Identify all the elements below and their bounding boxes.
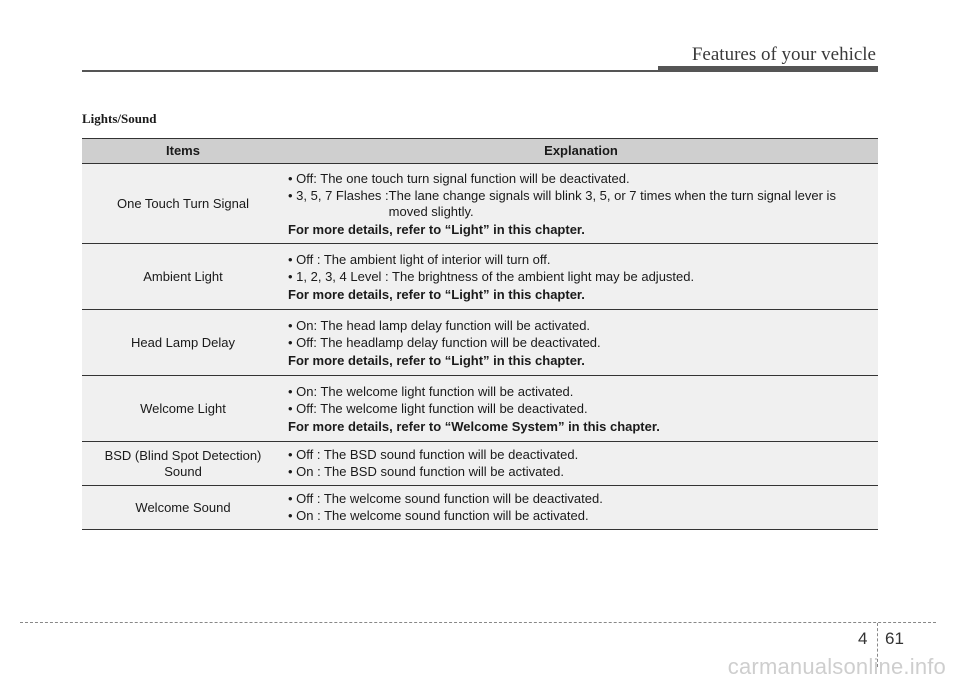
settings-table — [82, 138, 878, 530]
table-row — [82, 244, 878, 310]
table-row — [82, 442, 878, 486]
item-explanation — [284, 244, 878, 310]
item-explanation — [284, 310, 878, 376]
item-name — [82, 442, 284, 486]
option-line: • Off : The welcome sound function will be deactivated. — [288, 491, 603, 506]
item-name: Ambient Light — [82, 244, 284, 310]
item-name-line: Sound — [164, 463, 202, 479]
item-explanation — [284, 164, 878, 244]
item-explanation — [284, 376, 878, 442]
option-line: • Off: The welcome light function will be deactivated. — [288, 400, 588, 416]
footer-divider — [20, 622, 936, 623]
option-label: • 3, 5, 7 Flashes : — [288, 187, 389, 203]
reference-note: For more details, refer to “Light” in this chapter. — [288, 286, 585, 302]
item-explanation — [284, 442, 878, 486]
item-name: One Touch Turn Signal — [82, 164, 284, 244]
item-name: Welcome Sound — [82, 486, 284, 530]
column-header-items: Items — [82, 139, 284, 164]
option-line: • Off: The headlamp delay function will be deactivated. — [288, 334, 601, 350]
option-line: • On : The welcome sound function will be activated. — [288, 508, 589, 523]
table-row — [82, 376, 878, 442]
option-line: • Off : The BSD sound function will be deactivated. — [288, 447, 579, 462]
table-row — [82, 486, 878, 530]
column-header-explanation: Explanation — [284, 139, 878, 164]
option-line: • On: The welcome light function will be activated. — [288, 383, 574, 399]
item-name: Head Lamp Delay — [82, 310, 284, 376]
reference-note: For more details, refer to “Light” in this chapter. — [288, 221, 585, 237]
option-line: • Off: The one touch turn signal function will be deactivated. — [288, 170, 630, 186]
section-title: Lights/Sound — [82, 111, 157, 126]
option-line: • 1, 2, 3, 4 Level : The brightness of the ambient light may be adjusted. — [288, 268, 695, 284]
watermark-logo: carmanualsonline.info — [727, 654, 946, 679]
table-row — [82, 164, 878, 244]
option-text: The lane change signals will blink 3, 5, or 7 times when the turn signal lever is moved slightly. — [388, 187, 836, 219]
table-header-row — [82, 139, 878, 164]
reference-note: For more details, refer to “Light” in this chapter. — [288, 352, 585, 368]
option-line: • On : The BSD sound function will be activated. — [288, 464, 565, 479]
option-line — [288, 188, 874, 220]
item-name: Welcome Light — [82, 376, 284, 442]
chapter-number: 4 — [858, 629, 868, 648]
option-line: • On: The head lamp delay function will be activated. — [288, 317, 591, 333]
option-line: • Off : The ambient light of interior will turn off. — [288, 251, 551, 267]
reference-note: For more details, refer to “Welcome System” in this chapter. — [288, 418, 660, 434]
table-row — [82, 310, 878, 376]
item-explanation — [284, 486, 878, 530]
page-number: 61 — [885, 629, 904, 648]
page-header-title: Features of your vehicle — [691, 44, 876, 65]
header-rule-accent — [658, 66, 878, 72]
item-name-line: BSD (Blind Spot Detection) — [104, 447, 262, 463]
